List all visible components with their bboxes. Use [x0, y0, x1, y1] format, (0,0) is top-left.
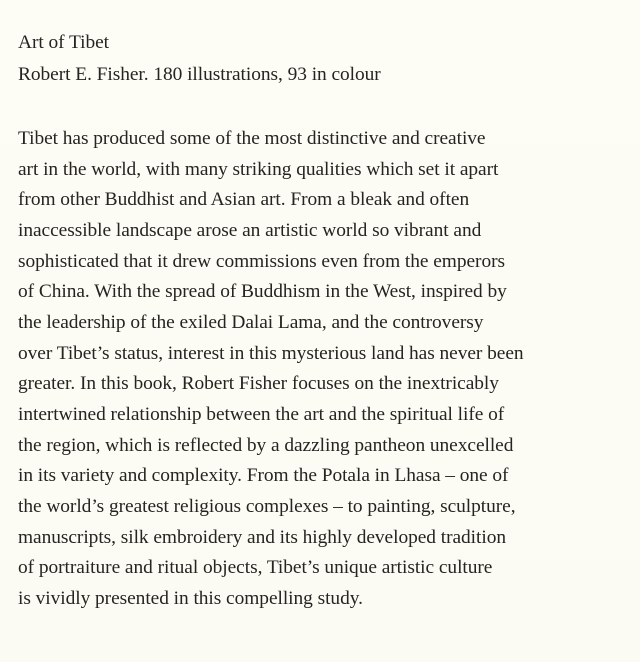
description-line: from other Buddhist and Asian art. From a bleak and often	[18, 189, 470, 210]
description-line: Tibet has produced some of the most distinctive and creative	[18, 128, 486, 149]
book-title: Art of Tibet	[18, 32, 109, 53]
description-line: inaccessible landscape arose an artistic world so vibrant and	[18, 220, 482, 241]
description-line: over Tibet’s status, interest in this mysterious land has never been	[18, 343, 524, 364]
description-line: the region, which is reflected by a dazzling pantheon unexcelled	[18, 435, 514, 456]
description-line: the world’s greatest religious complexes – to painting, sculpture,	[18, 496, 516, 517]
description-line: sophisticated that it drew commissions even from the emperors	[18, 251, 505, 272]
description-line: of China. With the spread of Buddhism in the West, inspired by	[18, 281, 507, 302]
description-line: art in the world, with many striking qualities which set it apart	[18, 159, 499, 180]
description-line: the leadership of the exiled Dalai Lama, and the controversy	[18, 312, 484, 333]
description-line: manuscripts, silk embroidery and its highly developed tradition	[18, 527, 506, 548]
description-line: intertwined relationship between the art and the spiritual life of	[18, 404, 505, 425]
description-line: in its variety and complexity. From the Potala in Lhasa – one of	[18, 465, 509, 486]
description-line: of portraiture and ritual objects, Tibet’s unique artistic culture	[18, 557, 493, 578]
description-line: greater. In this book, Robert Fisher focuses on the inextricably	[18, 373, 499, 394]
description-line: is vividly presented in this compelling study.	[18, 588, 363, 609]
book-subtitle: Robert E. Fisher. 180 illustrations, 93 in colour	[18, 64, 381, 85]
